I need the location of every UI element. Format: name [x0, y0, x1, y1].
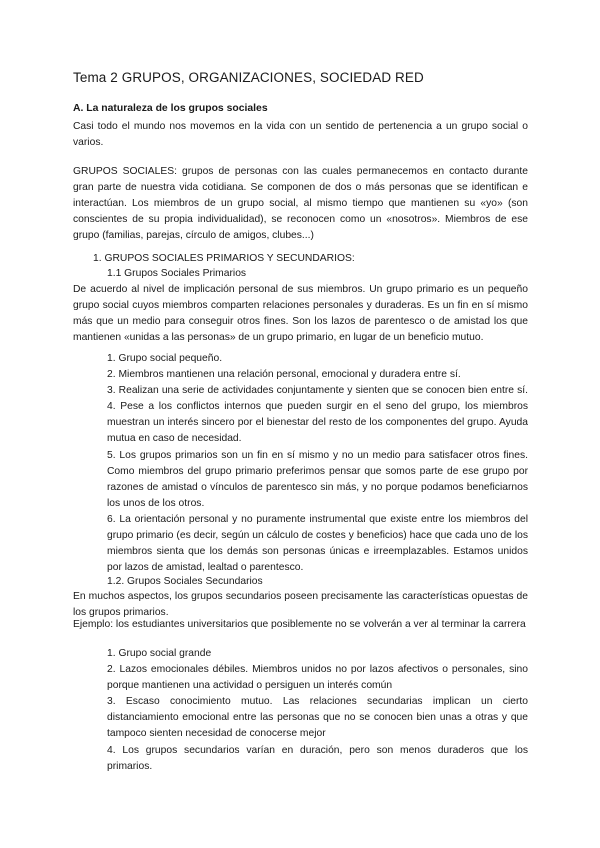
list-item: 1. Grupo social grande: [107, 648, 212, 659]
subsection-1-2-text: En muchos aspectos, los grupos secundarios poseen precisamente las características opuestas de los grupos primarios.: [73, 591, 528, 619]
subsection-1-2-example: Ejemplo: los estudiantes universitarios que posiblemente no se volverán a ver al terminar la carrera: [73, 619, 526, 630]
document-title: Tema 2 GRUPOS, ORGANIZACIONES, SOCIEDAD RED: [73, 70, 424, 85]
list-item: 3. Escaso conocimiento mutuo. Las relaciones secundarias implican un cierto distanciamiento emocional entre las personas que no se conocen bien unas a otras y que tampoco sienten necesidad de conocerse mejor: [107, 696, 528, 740]
list-item: 2. Lazos emocionales débiles. Miembros unidos no por lazos afectivos o personales, sino porque mantienen una actividad o persiguen un interés común: [107, 664, 528, 692]
section-a-intro: Casi todo el mundo nos movemos en la vida con un sentido de pertenencia a un grupo social o varios.: [73, 121, 528, 149]
list-item: 1. Grupo social pequeño.: [107, 353, 223, 364]
secondary-groups-list: [107, 646, 528, 775]
primary-groups-list: [107, 351, 528, 576]
grupos-sociales-definition: GRUPOS SOCIALES: grupos de personas con las cuales permanecemos en contacto durante gran parte de nuestra vida cotidiana. Se componen de dos o más personas que se identifican e interactúan. Los miembros de un grupo social, al mismo tiempo que mantienen su «yo» (son conscientes de su propia individualidad), se reconocen como un «nosotros». Miembros de ese grupo (familias, parejas, círculo de amigos, clubes...): [73, 166, 528, 242]
list-item: 3. Realizan una serie de actividades conjuntamente y sienten que se conocen bien entre sí. 4. Pese a los conflictos internos que pueden surgir en el seno del grupo, los miembros muestran un interés sincero por el bienestar del resto de los componentes del grupo. Ayuda mutua en caso de necesidad.: [107, 385, 528, 445]
list-item: 5. Los grupos primarios son un fin en sí mismo y no un medio para satisfacer otros fines. Como miembros del grupo primario preferimos pensar que somos parte de ese grupo por razones de amistad o vínculos de parentesco sin más, y no porque podamos beneficiarnos los unos de los otros.: [107, 449, 528, 509]
list-item: 2. Miembros mantienen una relación personal, emocional y duradera entre sí.: [107, 369, 461, 381]
section-a-heading: A. La naturaleza de los grupos sociales: [73, 103, 268, 114]
subsection-1-1-heading: 1.1 Grupos Sociales Primarios: [107, 268, 247, 279]
list-item: 4. Los grupos secundarios varían en duración, pero son menos duraderos que los primarios.: [107, 744, 528, 772]
list-item: 6. La orientación personal y no puramente instrumental que existe entre los miembros del grupo primario (es decir, según un cálculo de costes y beneficios) hace que cada uno de los miembros sienta que los demás son personas únicas e irreemplazables. Estamos unidos por lazos de amistad, lealtad o parentesco.: [107, 513, 528, 574]
subsection-1-1-text: De acuerdo al nivel de implicación personal de sus miembros. Un grupo primario es un pequeño grupo social cuyos miembros comparten relaciones personales y duraderas. Es un fin en sí mismo más que un medio para conseguir otros fines. Son los lazos de parentesco o de amistad los que mantienen «unidas a las personas» de un grupo primario, en lugar de un beneficio mutuo.: [73, 284, 528, 344]
subsection-1-2-heading: 1.2. Grupos Sociales Secundarios: [107, 576, 263, 587]
section-1-heading: 1. GRUPOS SOCIALES PRIMARIOS Y SECUNDARIOS:: [93, 253, 355, 264]
